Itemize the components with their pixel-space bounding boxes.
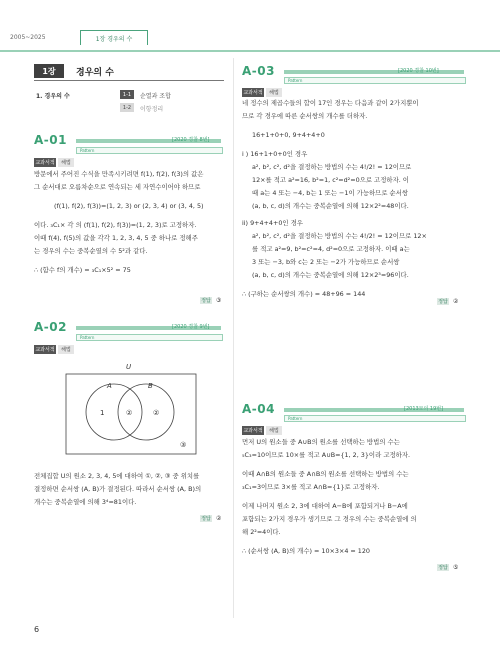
line: ₃C₁=3이므로 3×를 적고 A∩B={1}로 고정하자.	[242, 483, 380, 491]
answer-label-a01: 정답	[201, 298, 211, 304]
tag-type-a01: 교과서적	[35, 160, 55, 166]
venn-region-outside: ③	[180, 441, 187, 449]
line: 12×를 적고 a²=16, b²=1, c²=d²=0으로 고정하자. 이	[252, 176, 409, 184]
pattern-strip-a03	[284, 77, 466, 84]
answer-label-a04: 정답	[438, 565, 448, 571]
line: ii) 9+4+4+0인 경우	[242, 219, 303, 227]
conclusion: ∴ (함수 f의 개수) = ₃C₁×5² = 75	[34, 266, 131, 274]
line: 때 a는 4 또는 −4, b는 1 또는 −1이 가능하므로 순서쌍	[252, 189, 409, 197]
venn-label-a: A	[107, 382, 112, 390]
tag-solution-a02: 해법	[58, 345, 74, 354]
tag-type-a03: 교과서적	[243, 90, 263, 96]
line: a², b², c², d²을 결정하는 방법의 수는 4!/2! = 12이므로	[252, 163, 412, 171]
line: ₅C₃=10이므로 10×를 적고 A∪B={1, 2, 3}이라 고정하자.	[242, 451, 411, 459]
page-number: 6	[34, 625, 40, 634]
conclusion: ∴ (순서쌍 (A, B)의 개수) = 10×3×4 = 120	[242, 547, 370, 555]
line: 포함되는 2가지 경우가 생기므로 그 경우의 수는 중복순열에 의	[242, 515, 417, 523]
line: 16+1+0+0, 9+4+4+0	[252, 131, 325, 139]
answer-value-a02: ②	[216, 515, 222, 522]
answer-text-a02	[34, 470, 229, 509]
header-rule	[0, 50, 500, 52]
header-years: 2005~2025	[10, 34, 46, 41]
tag-type-a04: 교과서적	[243, 428, 263, 434]
venn-region-1: 1	[100, 409, 105, 417]
answer-value-a03: ②	[453, 298, 459, 305]
conclusion: ∴ (구하는 순서쌍의 개수) = 48+96 = 144	[242, 290, 366, 298]
answer-value-a04: ⑤	[453, 564, 459, 571]
pattern-strip-a04	[284, 415, 466, 422]
toc-label-2[interactable]: 이항정리	[140, 106, 164, 113]
line: 결정하면 순서쌍 (A, B)가 결정된다. 따라서 순서쌍 (A, B)의	[34, 485, 202, 493]
line: 는 경우의 수는 중복순열의 수 5²과 같다.	[34, 247, 148, 255]
column-divider	[233, 58, 234, 618]
answer-label-a03: 정답	[438, 299, 448, 305]
toc-chip-1[interactable]: 1-1	[120, 90, 134, 99]
answer-text-a01	[34, 168, 229, 277]
pattern-strip-a02	[76, 334, 223, 341]
line: 이때 f(4), f(5)의 값을 각각 1, 2, 3, 4, 5 중 하나로 정해주	[34, 234, 198, 242]
question-source-a04: [2013모의 19번]	[404, 406, 444, 412]
line: 이제 나머지 원소 2, 3에 대하여 A−B에 포함되거나 B−A에	[242, 502, 408, 510]
pattern-label: Pattern	[80, 335, 95, 340]
venn-diagram	[62, 356, 202, 461]
pattern-strip-a01	[76, 147, 223, 154]
tag-solution-a01: 해법	[58, 158, 74, 167]
line: 개수는 중복순열에 의해 3⁴=81이다.	[34, 498, 137, 506]
question-code-a04: A-04	[242, 402, 275, 416]
answer-text-a03	[242, 97, 467, 301]
line: 그 순서대로 오름차순으로 연속되는 세 자연수이어야 하므로	[34, 183, 201, 191]
line: 먼저 U의 원소들 중 A∪B의 원소를 선택하는 방법의 수는	[242, 438, 400, 446]
line: 해 2²=4이다.	[242, 528, 281, 536]
chapter-title: 경우의 수	[76, 68, 114, 78]
answer-label-a02: 정답	[201, 516, 211, 522]
line: 므로 각 경우에 따른 순서쌍의 개수를 더하자.	[242, 112, 368, 120]
line: 이때 A∩B의 원소들 중 A∩B의 원소를 선택하는 방법의 수는	[242, 470, 409, 478]
tag-solution-a04: 해법	[266, 426, 282, 435]
question-source-a02: [2020 경찰 9번]	[172, 324, 210, 330]
line: 전체집합 U의 원소 2, 3, 4, 5에 대하여 ①, ②, ③ 중 위치를	[34, 472, 200, 480]
toc-chip-2[interactable]: 1-2	[120, 103, 134, 112]
venn-label-b: B	[148, 382, 153, 390]
line: a², b², c², d²을 결정하는 방법의 수는 4!/2! = 12이므로 12×	[252, 232, 427, 240]
line: (a, b, c, d)의 개수는 중복순열에 의해 12×2²=48이다.	[252, 202, 409, 210]
chapter-badge: 1장	[34, 64, 64, 78]
question-code-a03: A-03	[242, 64, 275, 78]
toc-label-1[interactable]: 순열과 조합	[140, 93, 171, 100]
line: (f(1), f(2), f(3))=(1, 2, 3) or (2, 3, 4) or (3, 4, 5)	[54, 202, 204, 210]
pattern-label: Pattern	[288, 416, 303, 421]
line: 를 적고 a²=9, b²=c²=4, d²=0으로 고정하자. 이때 a는	[252, 245, 410, 253]
question-source-a03: [2020 경찰 10번]	[398, 68, 439, 74]
venn-region-2: ②	[126, 409, 133, 417]
line: (a, b, c, d)의 개수는 중복순열에 의해 12×2³=96이다.	[252, 271, 409, 279]
answer-text-a04	[242, 436, 467, 558]
pattern-label: Pattern	[80, 148, 95, 153]
answer-value-a01: ③	[216, 297, 222, 304]
venn-label-u: U	[126, 363, 132, 371]
line: 네 정수의 제곱수들의 합이 17인 경우는 다음과 같이 2가지뿐이	[242, 99, 419, 107]
question-code-a02: A-02	[34, 320, 67, 334]
line: 이다. ₃C₁× 각 의 (f(1), f(2), f(3))=(1, 2, 3)로 고정하자.	[34, 221, 197, 229]
line: 3 또는 −3, b와 c는 2 또는 −2가 가능하므로 순서쌍	[252, 258, 400, 266]
tag-solution-a03: 해법	[266, 88, 282, 97]
question-code-a01: A-01	[34, 133, 67, 147]
line: 방문에서 주어진 수식을 만족시키려면 f(1), f(2), f(3)의 값은	[34, 170, 204, 178]
chapter-rule	[34, 80, 224, 81]
venn-region-3: ②	[153, 409, 160, 417]
toc-section-title: 1. 경우의 수	[36, 93, 70, 100]
question-source-a01: [2020 경찰 8번]	[172, 137, 210, 143]
line: i ) 16+1+0+0인 경우	[242, 150, 308, 158]
header-chapter-tab[interactable]: 1장 경우의 수	[80, 30, 148, 45]
tag-type-a02: 교과서적	[35, 347, 55, 353]
pattern-label: Pattern	[288, 78, 303, 83]
